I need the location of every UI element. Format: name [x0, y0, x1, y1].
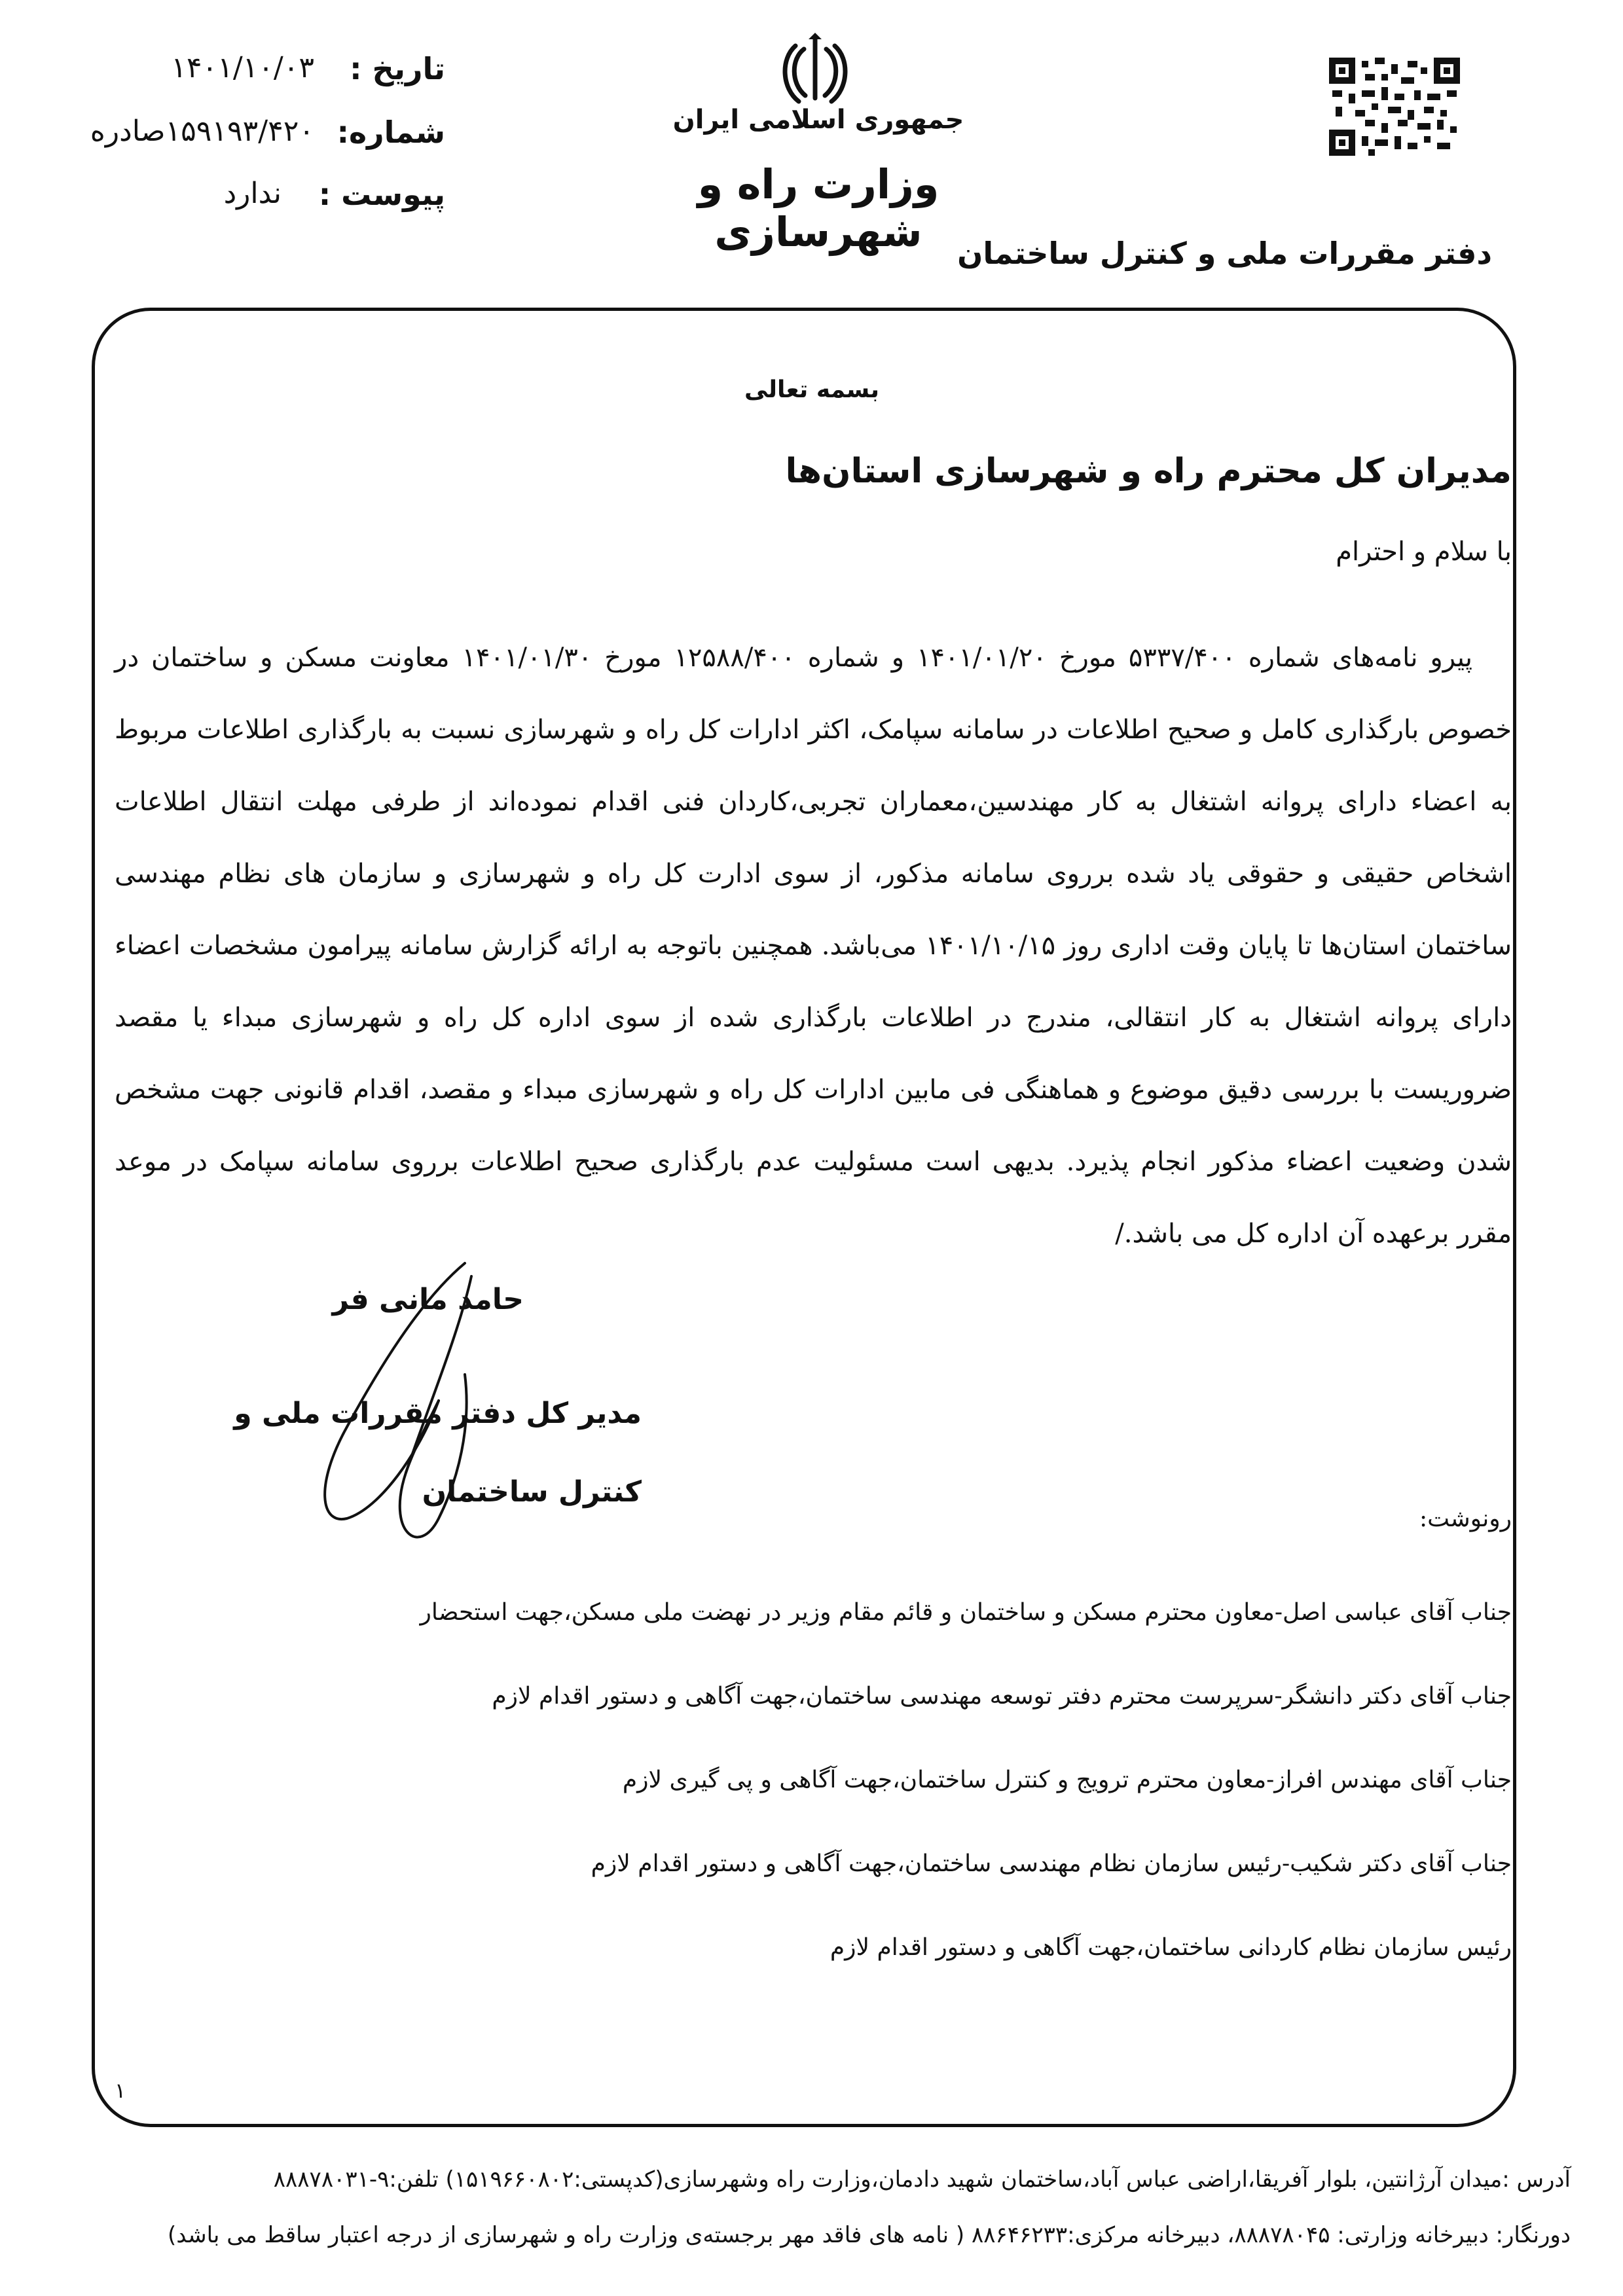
number-row: [52, 115, 445, 167]
footer-fax: دورنگار: دبیرخانه وزارتی: ۸۸۸۷۸۰۴۵، دبیرخانه مرکزی:۸۸۶۴۶۲۳۳ ( نامه های فاقد مهر برجسته‌ی وزارت راه و شهرسازی از درجه اعتبار ساقط می باشد): [167, 2222, 1571, 2248]
date-value: ۱۴۰۱/۱۰/۰۳: [171, 51, 314, 84]
signatory-title: مدیر کل دفتر مقررات ملی و کنترل ساختمان: [234, 1397, 642, 1509]
number-label: شماره:: [337, 115, 445, 150]
cc-item: جناب آقای دکتر شکیب-رئیس سازمان نظام مهندسی ساختمان،جهت آگاهی و دستور اقدام لازم: [591, 1850, 1512, 1877]
qr-code-icon: [1329, 58, 1460, 156]
iran-emblem-icon: [779, 33, 851, 111]
recipient: مدیران کل محترم راه و شهرسازی استان‌ها: [785, 452, 1512, 491]
attachment-row: [52, 177, 445, 229]
cc-item: جناب آقای مهندس افراز-معاون محترم ترویج و کنترل ساختمان،جهت آگاهی و پی گیری لازم: [622, 1767, 1512, 1793]
office-title: دفتر مقررات ملی و کنترل ساختمان: [957, 236, 1492, 271]
number-value: ۱۵۹۱۹۳/۴۲۰صادره: [90, 115, 314, 148]
date-label: تاریخ :: [350, 51, 445, 86]
republic-title: جمهوری اسلامی ایران: [672, 105, 964, 135]
bismillah: بسمه تعالی: [744, 376, 879, 403]
cc-item: جناب آقای عباسی اصل-معاون محترم مسکن و ساختمان و قائم مقام وزیر در نهضت ملی مسکن،جهت استحضار: [420, 1599, 1512, 1626]
cc-item: جناب آقای دکتر دانشگر-سرپرست محترم دفتر توسعه مهندسی ساختمان،جهت آگاهی و دستور اقدام لازم: [492, 1683, 1512, 1710]
greeting: با سلام و احترام: [1336, 537, 1512, 567]
ministry-title: وزارت راه و شهرسازی: [697, 160, 939, 256]
page-number: ۱: [115, 2078, 126, 2103]
date-row: [52, 51, 445, 103]
attachment-value: ندارد: [223, 177, 282, 210]
cc-list: [399, 1571, 1512, 1990]
cc-label: رونوشت:: [1419, 1505, 1512, 1532]
footer-address: آدرس :میدان آرژانتین، بلوار آفریقا،اراضی عباس آباد،ساختمان شهید دادمان،وزارت راه وشهرسازی(کدپستی:۱۵۱۹۶۶۰۸۰۲) تلفن:۹-۸۸۸۷۸۰۳۱: [273, 2166, 1571, 2193]
cc-item: رئیس سازمان نظام کاردانی ساختمان،جهت آگاهی و دستور اقدام لازم: [830, 1934, 1512, 1961]
attachment-label: پیوست :: [318, 177, 445, 212]
letter-body: پیرو نامه‌های شماره ۵۳۳۷/۴۰۰ مورخ ۱۴۰۱/۰۱/۲۰ و شماره ۱۲۵۸۸/۴۰۰ مورخ ۱۴۰۱/۰۱/۳۰ معاونت مسکن و ساختمان در خصوص بارگذاری کامل و صحیح اطلاعات در سامانه سپامک، اکثر ادارات کل راه و شهرسازی نسبت به بارگذاری اطلاعات مربوط به اعضاء دارای پروانه اشتغال به کار مهندسین،معماران تجربی،کاردان فنی اقدام نموده‌اند از طرفی مهلت انتقال اطلاعات اشخاص حقیقی و حقوقی یاد شده برروی سامانه مذکور، از سوی ادارت کل راه و شهرسازی و سازمان های نظام مهندسی ساختمان استان‌ها تا پایان وقت اداری روز ۱۴۰۱/۱۰/۱۵ می‌باشد. همچنین باتوجه به ارائه گزارش سامانه پیرامون مشخصات اعضاء دارای پروانه اشتغال به کار انتقالی، مندرج در اطلاعات بارگذاری شده از سوی اداره کل راه و شهرسازی مبداء یا مقصد ضروریست با بررسی دقیق موضوع و هماهنگی فی مابین ادارات کل راه و شهرسازی مبداء و مقصد، اقدام قانونی جهت مشخص شدن وضعیت اعضاء مذکور انجام پذیرد. بدیهی است مسئولیت عدم بارگذاری صحیح اطلاعات برروی سامانه سپامک در موعد مقرر برعهده آن اداره کل می باشد./: [115, 643, 1512, 1249]
signatory-name: حامد مانی فر: [332, 1283, 524, 1316]
